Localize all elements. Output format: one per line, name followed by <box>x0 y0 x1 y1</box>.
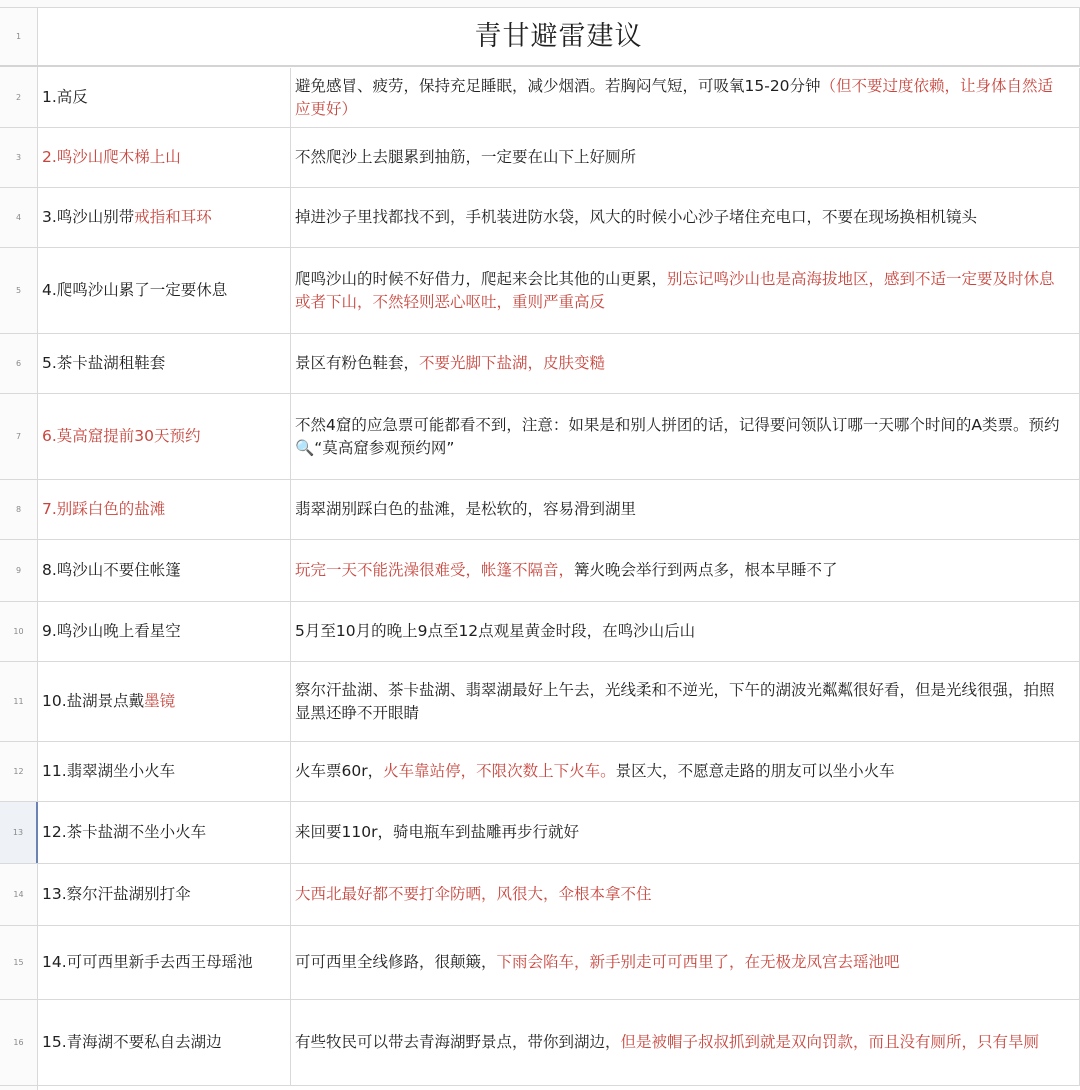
tip-title-text <box>42 821 206 844</box>
row-number[interactable]: 11 <box>13 697 24 706</box>
tip-detail-text <box>295 883 652 906</box>
text-segment: 8.鸣沙山不要住帐篷 <box>42 561 181 579</box>
tip-detail-cell[interactable] <box>292 188 1080 247</box>
highlighted-text: 火车靠站停，不限次数上下火车。 <box>383 762 616 780</box>
tip-title-text <box>42 352 165 375</box>
highlighted-text: 别忘记鸣沙山也是高海拔地区，感到不适一定要及时休息或者下山，不然轻则恶心呕吐，重则严重高反 <box>295 269 1055 311</box>
row-number[interactable]: 3 <box>15 153 22 162</box>
tip-detail-text <box>295 352 605 375</box>
tip-title-cell[interactable] <box>38 128 291 187</box>
tip-title-cell[interactable] <box>38 334 291 393</box>
tip-detail-text <box>295 146 636 169</box>
text-segment: 可可西里全线修路，很颠簸， <box>295 953 497 971</box>
text-segment: 11.翡翠湖坐小火车 <box>42 762 176 780</box>
highlighted-text: 6.莫高窟提前30天预约 <box>42 427 201 445</box>
table-row[interactable] <box>0 248 1080 334</box>
highlighted-text: 不要光脚下盐湖，皮肤变糙 <box>419 354 606 372</box>
table-row[interactable] <box>0 802 1080 864</box>
text-segment: 4.爬鸣沙山累了一定要休息 <box>42 281 228 299</box>
row-number[interactable]: 4 <box>15 213 22 222</box>
highlighted-text: 但是被帽子叔叔抓到就是双向罚款，而且没有厕所，只有旱厕 <box>620 1033 1040 1051</box>
row-number[interactable]: 9 <box>15 566 22 575</box>
tip-title-cell[interactable] <box>38 188 291 247</box>
highlighted-text: （但不要过度依赖，让身体自然适应更好） <box>295 76 1054 118</box>
tip-title-cell[interactable] <box>38 742 291 801</box>
tip-detail-cell[interactable] <box>292 334 1080 393</box>
text-segment: 火车票60r， <box>295 762 384 780</box>
tip-title-text <box>42 620 181 643</box>
table-row[interactable] <box>0 334 1080 394</box>
table-row[interactable] <box>0 394 1080 480</box>
tip-title-text <box>42 86 88 109</box>
row-number[interactable]: 8 <box>15 505 22 514</box>
tip-detail-cell[interactable] <box>292 394 1080 479</box>
tip-title-cell[interactable] <box>38 662 291 741</box>
tip-detail-cell[interactable] <box>292 864 1080 925</box>
tip-title-text <box>42 883 191 906</box>
table-row[interactable] <box>0 68 1080 128</box>
text-segment: 景区大，不愿意走路的朋友可以坐小火车 <box>615 762 895 780</box>
row-number[interactable]: 13 <box>0 802 38 863</box>
highlighted-text: 大西北最好都不要打伞防晒，风很大，伞根本拿不住 <box>295 885 652 903</box>
tip-title-cell[interactable] <box>38 68 291 127</box>
tip-title-text <box>42 951 253 974</box>
row-number[interactable]: 5 <box>15 286 22 295</box>
table-row[interactable] <box>0 128 1080 188</box>
tip-title-cell[interactable] <box>38 540 291 601</box>
title-row[interactable] <box>0 7 1080 67</box>
text-segment: 不然4窟的应急票可能都看不到，注意：如果是和别人拼团的话，记得要问领队订哪一天哪个时间的A类票。预约🔍“莫高窟参观预约网” <box>295 415 1060 457</box>
tip-detail-text <box>295 951 900 974</box>
tip-detail-cell[interactable] <box>292 68 1080 127</box>
tip-detail-text <box>295 206 977 229</box>
text-segment: 3.鸣沙山别带 <box>42 208 135 226</box>
tip-title-text <box>42 760 175 783</box>
text-segment: 篝火晚会举行到两点多，根本早睡不了 <box>574 561 838 579</box>
text-segment: 爬鸣沙山的时候不好借力，爬起来会比其他的山更累， <box>295 269 668 288</box>
tip-title-text <box>42 206 212 229</box>
tip-title-cell[interactable] <box>38 394 291 479</box>
text-segment: 15.青海湖不要私自去湖边 <box>42 1033 222 1051</box>
text-segment: 察尔汗盐湖、茶卡盐湖、翡翠湖最好上午去，光线柔和不逆光，下午的湖波光粼粼很好看，但是光线很强，拍照显黑还睁不开眼睛 <box>295 680 1055 722</box>
tip-detail-text <box>295 498 636 521</box>
text-segment: 14.可可西里新手去西王母瑶池 <box>42 953 253 971</box>
tip-title-text <box>42 279 227 302</box>
tip-title-cell[interactable] <box>38 1000 291 1085</box>
table-row[interactable] <box>0 742 1080 802</box>
tip-detail-cell[interactable] <box>292 602 1080 661</box>
text-segment: 景区有粉色鞋套， <box>295 354 420 372</box>
tip-detail-text <box>295 679 1065 725</box>
text-segment: 13.察尔汗盐湖别打伞 <box>42 885 191 903</box>
text-segment: 1.高反 <box>42 88 88 106</box>
tip-title-text <box>42 559 181 582</box>
title-cell[interactable] <box>38 7 1080 65</box>
table-row[interactable] <box>0 926 1080 1000</box>
tip-title-cell[interactable] <box>38 480 291 539</box>
text-segment: 有些牧民可以带去青海湖野景点，带你到湖边， <box>295 1033 621 1051</box>
row-number[interactable]: 16 <box>13 1038 24 1047</box>
text-segment: 5.茶卡盐湖租鞋套 <box>42 354 166 372</box>
text-segment: 不然爬沙上去腿累到抽筋，一定要在山下上好厕所 <box>295 148 637 166</box>
row-number[interactable]: 2 <box>15 93 22 102</box>
text-segment: 12.茶卡盐湖不坐小火车 <box>42 823 207 841</box>
table-row[interactable] <box>0 602 1080 662</box>
highlighted-text: 玩完一天不能洗澡很难受，帐篷不隔音， <box>295 561 575 579</box>
highlighted-text: 下雨会陷车，新手别走可可西里了，在无极龙凤宫去瑶池吧 <box>496 953 900 971</box>
tip-detail-cell[interactable] <box>292 128 1080 187</box>
tip-detail-text <box>295 821 579 844</box>
tip-title-text <box>42 425 201 448</box>
tip-detail-cell[interactable] <box>292 662 1080 741</box>
tip-detail-text <box>295 620 695 643</box>
tip-detail-cell[interactable] <box>292 742 1080 801</box>
tip-title-text <box>42 690 175 713</box>
table-row[interactable] <box>0 540 1080 602</box>
tip-detail-cell[interactable] <box>292 926 1080 999</box>
table-row[interactable] <box>0 188 1080 248</box>
tip-detail-cell[interactable] <box>292 540 1080 601</box>
text-segment: 掉进沙子里找都找不到，手机装进防水袋，风大的时候小心沙子堵住充电口，不要在现场换相机镜头 <box>295 208 978 226</box>
table-row[interactable] <box>0 864 1080 926</box>
tip-detail-cell[interactable] <box>292 802 1080 863</box>
text-segment: 5月至10月的晚上9点至12点观星黄金时段，在鸣沙山后山 <box>295 622 696 640</box>
tip-detail-text <box>295 414 1065 460</box>
text-segment: 10.盐湖景点戴 <box>42 692 145 710</box>
tip-title-cell[interactable] <box>38 802 291 863</box>
table-row[interactable] <box>0 1000 1080 1086</box>
tip-detail-text <box>295 559 838 582</box>
tip-title-cell[interactable] <box>38 248 291 333</box>
row-number[interactable]: 12 <box>13 767 24 776</box>
highlighted-text: 墨镜 <box>144 692 176 710</box>
table-row[interactable] <box>0 480 1080 540</box>
row-number[interactable]: 1 <box>15 31 22 41</box>
tip-detail-text <box>295 760 895 783</box>
tip-detail-cell[interactable] <box>292 1000 1080 1085</box>
tip-title-cell[interactable] <box>38 926 291 999</box>
tip-title-text <box>42 498 165 521</box>
tip-detail-cell[interactable] <box>292 248 1080 333</box>
tip-title-cell[interactable] <box>38 602 291 661</box>
row-number[interactable]: 15 <box>13 958 24 967</box>
row-number[interactable]: 6 <box>15 359 22 368</box>
table-row[interactable] <box>0 662 1080 742</box>
highlighted-text: 戒指和耳环 <box>134 208 212 226</box>
highlighted-text: 2.鸣沙山爬木梯上山 <box>42 148 181 166</box>
tip-detail-text <box>295 1031 1039 1054</box>
tip-detail-cell[interactable] <box>292 480 1080 539</box>
row-number[interactable]: 10 <box>13 627 24 636</box>
page-title: 青甘避雷建议 <box>474 20 643 52</box>
row-number[interactable]: 14 <box>13 890 24 899</box>
highlighted-text: 7.别踩白色的盐滩 <box>42 500 166 518</box>
row-number[interactable]: 7 <box>15 432 22 441</box>
tip-title-text <box>42 146 181 169</box>
text-segment: 9.鸣沙山晚上看星空 <box>42 622 181 640</box>
tip-title-text <box>42 1031 222 1054</box>
text-segment: 避免感冒、疲劳，保持充足睡眠，减少烟酒。若胸闷气短，可吸氧15-20分钟 <box>295 76 821 95</box>
tip-detail-text <box>295 268 1065 314</box>
tip-detail-text <box>295 75 1065 121</box>
tip-title-cell[interactable] <box>38 864 291 925</box>
text-segment: 翡翠湖别踩白色的盐滩，是松软的，容易滑到湖里 <box>295 500 637 518</box>
text-segment: 来回要110r，骑电瓶车到盐雕再步行就好 <box>295 823 579 841</box>
